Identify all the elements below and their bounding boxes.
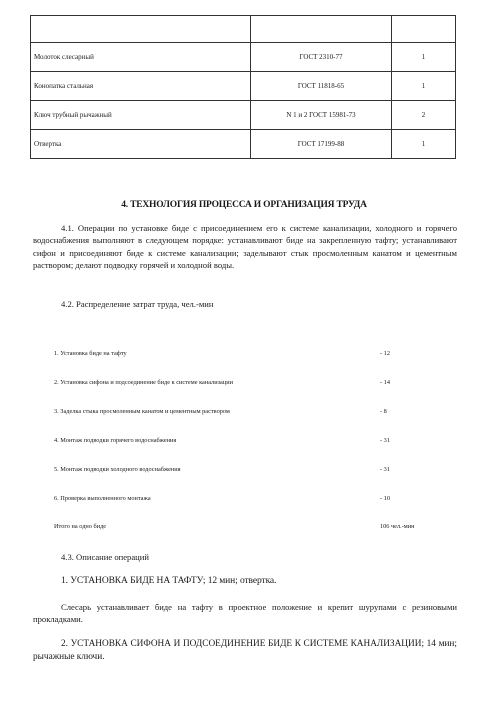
paragraph-4-1: 4.1. Операции по установке биде с присоединением его к системе канализации, холодного и горячего водоснабжения выполняют в следующем порядке: устанавливают биде на закрепленную тафту; устанавливают сифон и присоединяют биде к системе канализации; заделывают стык просмоленным канатом и цементным раствором; делают подводку горячей и холодной воды. (33, 223, 457, 270)
tool-quantity-cell: 1 (392, 43, 456, 72)
labor-operation-time: - 10 (380, 495, 390, 502)
subheading-4-3: 4.3. Описание операций (61, 552, 149, 562)
tool-name-cell (31, 16, 251, 43)
tool-name-cell: Молоток слесарный (31, 43, 251, 72)
tool-standard-cell: ГОСТ 17199-88 (251, 130, 392, 159)
table-row (31, 16, 456, 43)
tool-quantity-cell (392, 16, 456, 43)
tool-standard-cell: ГОСТ 11818-65 (251, 72, 392, 101)
operation-1-title: 1. УСТАНОВКА БИДЕ НА ТАФТУ; 12 мин; отвертка. (61, 576, 277, 586)
tool-name-cell: Ключ трубный рычажный (31, 101, 251, 130)
tool-standard-cell: N 1 и 2 ГОСТ 15981-73 (251, 101, 392, 130)
labor-operation-time: - 31 (380, 437, 390, 444)
labor-operation-time: - 12 (380, 350, 390, 357)
table-row (31, 43, 456, 72)
tool-quantity-cell: 1 (392, 72, 456, 101)
tool-standard-cell (251, 16, 392, 43)
labor-operation-name: 1. Установка биде на тафту (54, 350, 127, 357)
tools-table (30, 15, 456, 159)
labor-row (54, 437, 454, 447)
labor-operation-name: 3. Заделка стыка просмоленным канатом и цементным раствором (54, 408, 230, 415)
labor-row (54, 408, 454, 418)
operation-2-title: 2. УСТАНОВКА СИФОНА И ПОДСОЕДИНЕНИЕ БИДЕ К СИСТЕМЕ КАНАЛИЗАЦИИ; 14 мин; рычажные ключи. (33, 639, 457, 662)
table-row (31, 72, 456, 101)
labor-operation-name: 5. Монтаж подводки холодного водоснабжения (54, 466, 181, 473)
labor-row (54, 350, 454, 360)
labor-row (54, 495, 454, 505)
subheading-4-2: 4.2. Распределение затрат труда, чел.-мин (61, 299, 214, 309)
table-row (31, 130, 456, 159)
labor-total-row (54, 523, 454, 533)
labor-total-value: 106 чел.-мин (380, 523, 415, 530)
tool-quantity-cell: 2 (392, 101, 456, 130)
labor-row (54, 466, 454, 476)
labor-operation-time: - 31 (380, 466, 390, 473)
tool-quantity-cell: 1 (392, 130, 456, 159)
labor-operation-name: 4. Монтаж подводки горячего водоснабжения (54, 437, 177, 444)
section-heading: 4. ТЕХНОЛОГИЯ ПРОЦЕССА И ОРГАНИЗАЦИЯ ТРУДА (121, 200, 367, 210)
labor-operation-time: - 8 (380, 408, 387, 415)
table-row (31, 101, 456, 130)
labor-operation-time: - 14 (380, 379, 390, 386)
labor-row (54, 379, 454, 389)
labor-operation-name: 6. Проверка выполненного монтажа (54, 495, 151, 502)
tool-name-cell: Отвертка (31, 130, 251, 159)
tool-standard-cell: ГОСТ 2310-77 (251, 43, 392, 72)
operation-1-description: Слесарь устанавливает биде на тафту в проектное положение и крепит шурупами с резиновыми прокладками. (33, 602, 457, 625)
tool-name-cell: Конопатка стальная (31, 72, 251, 101)
labor-total-label: Итого на одно биде (54, 523, 107, 530)
labor-operation-name: 2. Установка сифона и подсоединение биде к системе канализации (54, 379, 233, 386)
